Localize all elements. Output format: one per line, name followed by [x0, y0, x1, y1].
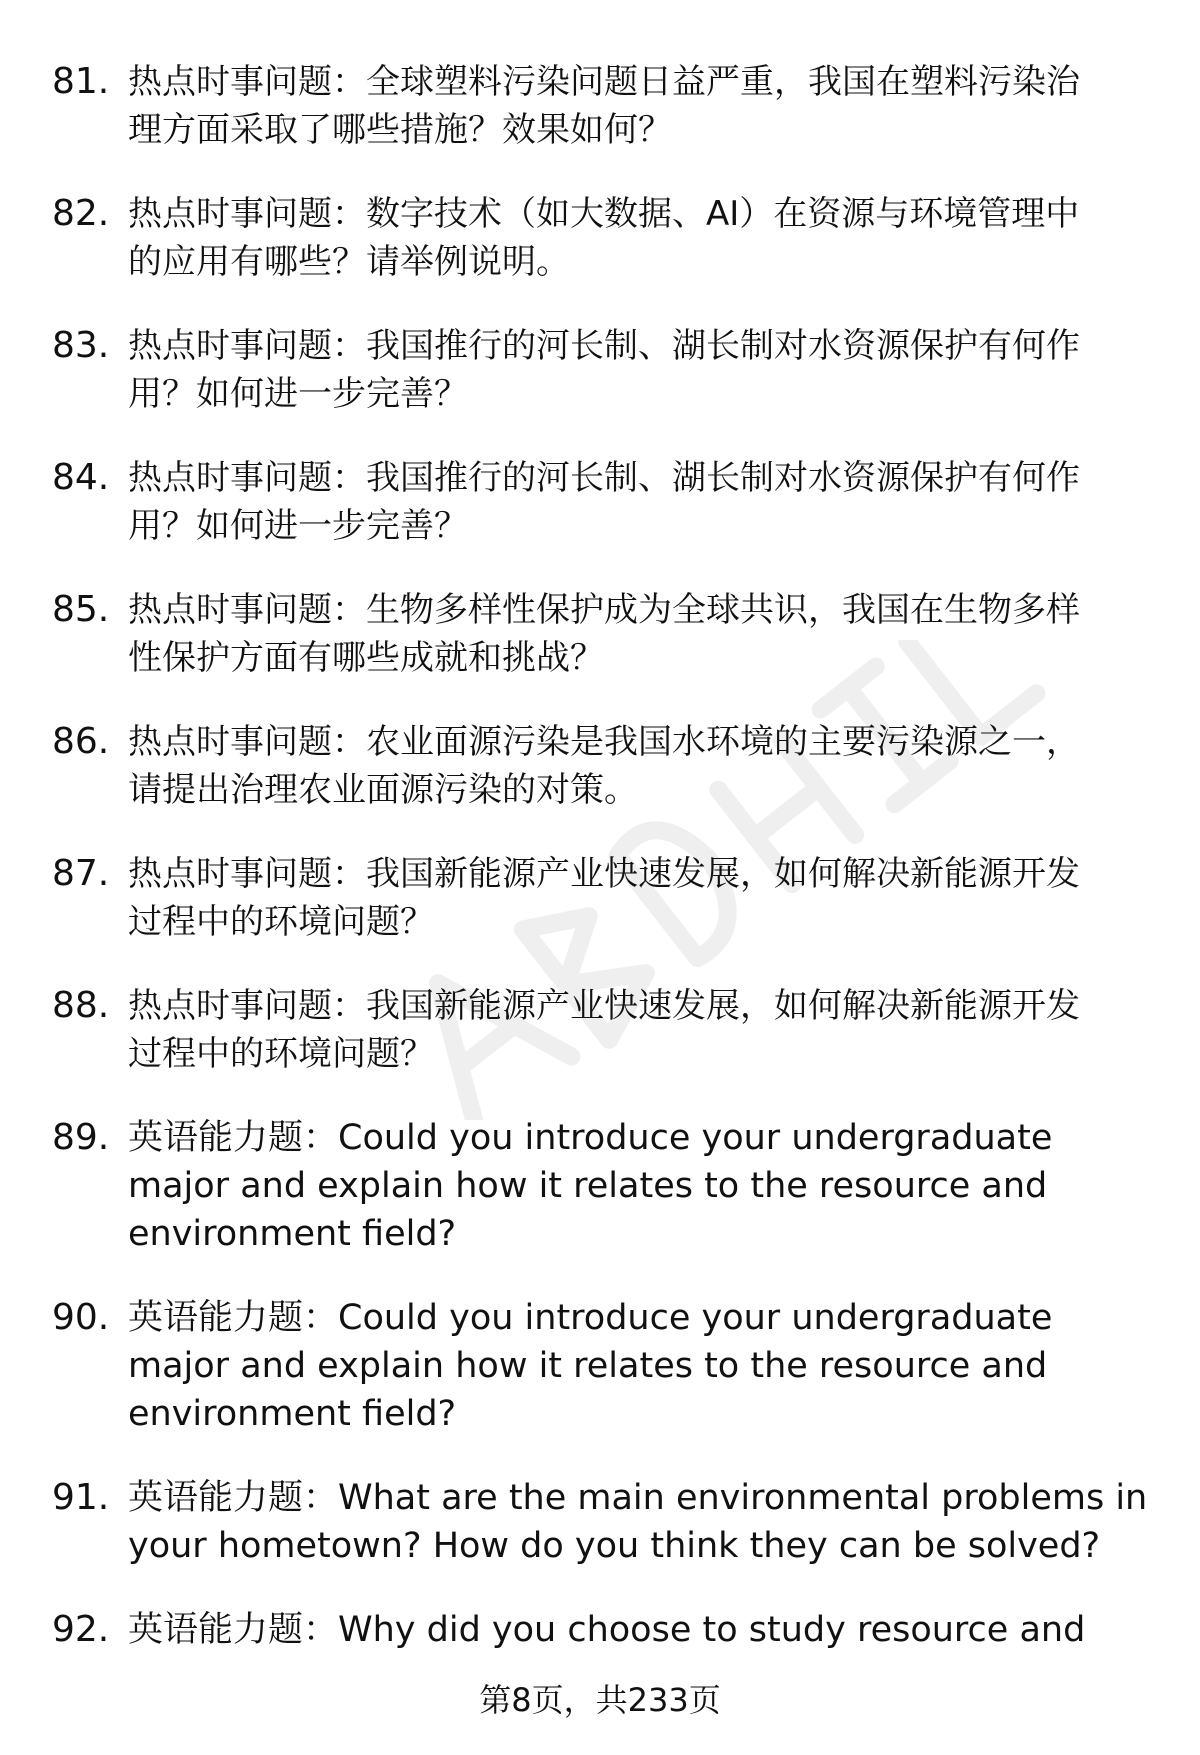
- question-line: your hometown? How do you think they can be solved?: [128, 1526, 1101, 1566]
- question-text: [128, 454, 1138, 550]
- question-text: [128, 1114, 1138, 1258]
- question-number: 90.: [52, 1297, 110, 1338]
- question-number: 92.: [52, 1609, 110, 1650]
- question-line: 热点时事问题：生物多样性保护成为全球共识，我国在生物多样: [128, 590, 1080, 630]
- question-line: 热点时事问题：数字技术（如大数据、AI）在资源与环境管理中: [128, 194, 1080, 234]
- question-text: [128, 322, 1138, 418]
- question-line: 热点时事问题：农业面源污染是我国水环境的主要污染源之一，: [128, 722, 1080, 762]
- question-line: 英语能力题：Could you introduce your undergraduate: [128, 1298, 1053, 1338]
- question-number: 85.: [52, 589, 110, 630]
- question-text: [128, 1606, 1138, 1654]
- question-text: [128, 1294, 1138, 1438]
- question-number: 87.: [52, 853, 110, 894]
- question-number: 84.: [52, 457, 110, 498]
- question-number: 83.: [52, 325, 110, 366]
- question-line: major and explain how it relates to the resource and: [128, 1346, 1048, 1386]
- question-line: 英语能力题：What are the main environmental problems in: [128, 1478, 1148, 1518]
- question-number: 88.: [52, 985, 110, 1026]
- question-line: 用？如何进一步完善？: [128, 506, 468, 546]
- question-line: 请提出治理农业面源污染的对策。: [128, 770, 638, 810]
- question-line: 热点时事问题：我国推行的河长制、湖长制对水资源保护有何作: [128, 458, 1080, 498]
- question-text: [128, 58, 1138, 154]
- question-number: 91.: [52, 1477, 110, 1518]
- page-footer: 第8页，共233页: [479, 1681, 721, 1719]
- question-number: 89.: [52, 1117, 110, 1158]
- question-line: 热点时事问题：我国新能源产业快速发展，如何解决新能源开发: [128, 854, 1080, 894]
- question-line: major and explain how it relates to the resource and: [128, 1166, 1048, 1206]
- question-number: 86.: [52, 721, 110, 762]
- question-text: [128, 1474, 1148, 1570]
- question-number: 81.: [52, 61, 110, 102]
- question-line: 的应用有哪些？请举例说明。: [128, 242, 570, 282]
- question-text: [128, 718, 1138, 814]
- question-line: 过程中的环境问题？: [128, 1034, 434, 1074]
- question-line: 热点时事问题：我国新能源产业快速发展，如何解决新能源开发: [128, 986, 1080, 1026]
- question-line: environment field?: [128, 1214, 457, 1254]
- question-line: 用？如何进一步完善？: [128, 374, 468, 414]
- question-line: 英语能力题：Why did you choose to study resource and: [128, 1610, 1086, 1650]
- question-line: 热点时事问题：我国推行的河长制、湖长制对水资源保护有何作: [128, 326, 1080, 366]
- question-line: 理方面采取了哪些措施？效果如何？: [128, 110, 672, 150]
- question-line: 热点时事问题：全球塑料污染问题日益严重，我国在塑料污染治: [128, 62, 1080, 102]
- question-line: 过程中的环境问题？: [128, 902, 434, 942]
- question-text: [128, 982, 1138, 1078]
- question-text: [128, 850, 1138, 946]
- question-text: [128, 586, 1138, 682]
- question-text: [128, 190, 1138, 286]
- question-line: 性保护方面有哪些成就和挑战？: [128, 638, 604, 678]
- question-line: environment field?: [128, 1394, 457, 1434]
- question-line: 英语能力题：Could you introduce your undergraduate: [128, 1118, 1053, 1158]
- question-number: 82.: [52, 193, 110, 234]
